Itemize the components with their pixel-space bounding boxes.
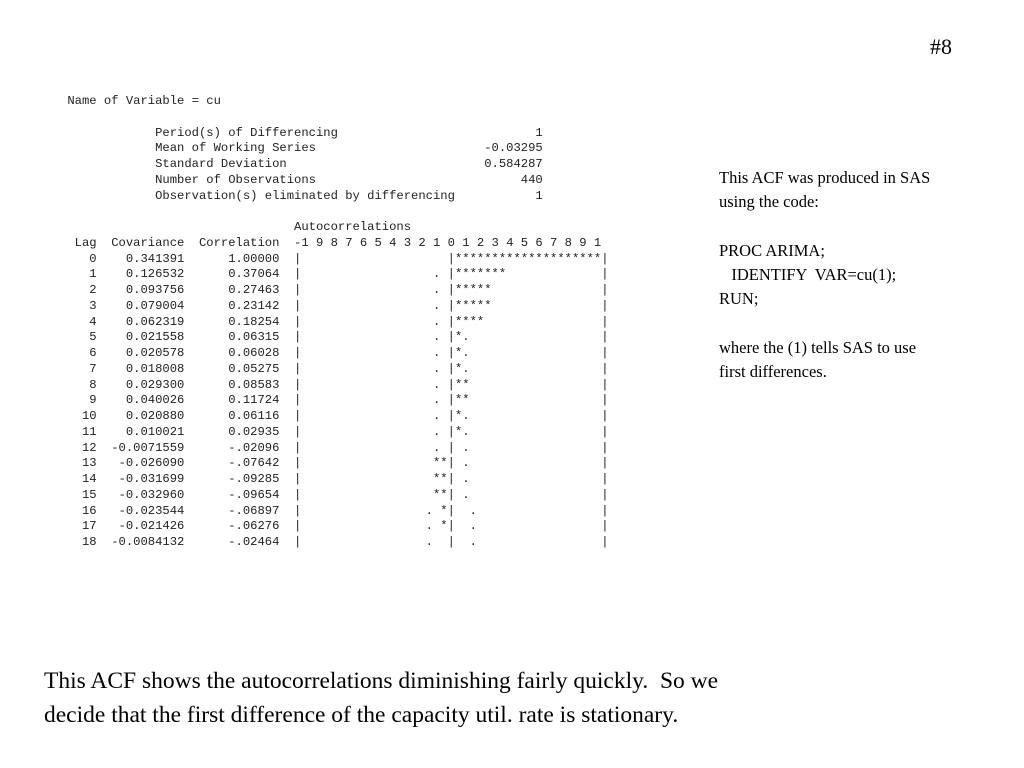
slide-number: #8	[930, 34, 952, 59]
acf-table-row: 11 0.010021 0.02935 | . |*. |	[60, 424, 609, 439]
sas-output-line	[60, 110, 609, 126]
code-line: RUN;	[719, 289, 759, 309]
acf-table-row: 2 0.093756 0.27463 | . |***** |	[60, 283, 609, 297]
sas-output-line	[60, 204, 609, 220]
sas-output-line: Standard Deviation 0.584287	[60, 157, 543, 171]
acf-table-row: 0 0.341391 1.00000 | |********************|	[60, 251, 609, 266]
acf-table-header: Lag Covariance Correlation -1 9 8 7 6 5 4 3 2 1 0 1 2 3 4 5 6 7 8 9 1	[60, 235, 602, 250]
acf-table-row: 13 -0.026090 -.07642 | **| . |	[60, 456, 609, 471]
acf-table-row: 16 -0.023544 -.06897 | . *| . |	[60, 503, 609, 518]
note-line	[719, 312, 1009, 336]
sas-output-line: Number of Observations 440	[60, 172, 543, 187]
acf-table-row: 14 -0.031699 -.09285 | **| . |	[60, 472, 609, 486]
acf-table-row: 12 -0.0071559 -.02096 | . | . |	[60, 440, 609, 455]
sas-output-line: Period(s) of Differencing 1	[60, 125, 543, 140]
note-line	[719, 215, 1009, 239]
acf-table-row: 4 0.062319 0.18254 | . |**** |	[60, 314, 609, 329]
code-line: PROC ARIMA;	[719, 240, 825, 260]
note-line: using the code:	[719, 192, 819, 212]
acf-table-row: 1 0.126532 0.37064 | . |******* |	[60, 267, 609, 282]
note-line: This ACF was produced in SAS	[719, 168, 931, 187]
code-line: IDENTIFY VAR=cu(1);	[719, 265, 897, 285]
sas-acf-output	[60, 94, 609, 551]
sas-output-line: Mean of Working Series -0.03295	[60, 141, 543, 156]
conclusion-line: This ACF shows the autocorrelations diminishing fairly quickly. So we	[44, 668, 719, 694]
note-line: where the (1) tells SAS to use	[719, 338, 917, 358]
sas-code-note	[719, 166, 1009, 385]
conclusion-line: decide that the first difference of the capacity util. rate is stationary.	[44, 702, 679, 728]
note-line: first differences.	[719, 362, 827, 382]
acf-table-row: 7 0.018008 0.05275 | . |*. |	[60, 361, 609, 376]
acf-table-row: 17 -0.021426 -.06276 | . *| . |	[60, 519, 609, 534]
sas-output-line: Name of Variable = cu	[60, 94, 221, 108]
acf-table-row: 18 -0.0084132 -.02464 | . | . |	[60, 535, 609, 549]
acf-table-row: 5 0.021558 0.06315 | . |*. |	[60, 330, 609, 345]
acf-table-row: 10 0.020880 0.06116 | . |*. |	[60, 409, 609, 423]
acf-table-row: 9 0.040026 0.11724 | . |** |	[60, 393, 609, 408]
sas-output-line: Observation(s) eliminated by differencing 1	[60, 188, 543, 203]
conclusion-text	[44, 664, 964, 732]
acf-table-row: 3 0.079004 0.23142 | . |***** |	[60, 298, 609, 313]
autocorrelations-heading: Autocorrelations	[60, 220, 412, 234]
acf-table-row: 8 0.029300 0.08583 | . |** |	[60, 377, 609, 392]
acf-table-row: 15 -0.032960 -.09654 | **| . |	[60, 487, 609, 502]
acf-table-row: 6 0.020578 0.06028 | . |*. |	[60, 346, 609, 360]
